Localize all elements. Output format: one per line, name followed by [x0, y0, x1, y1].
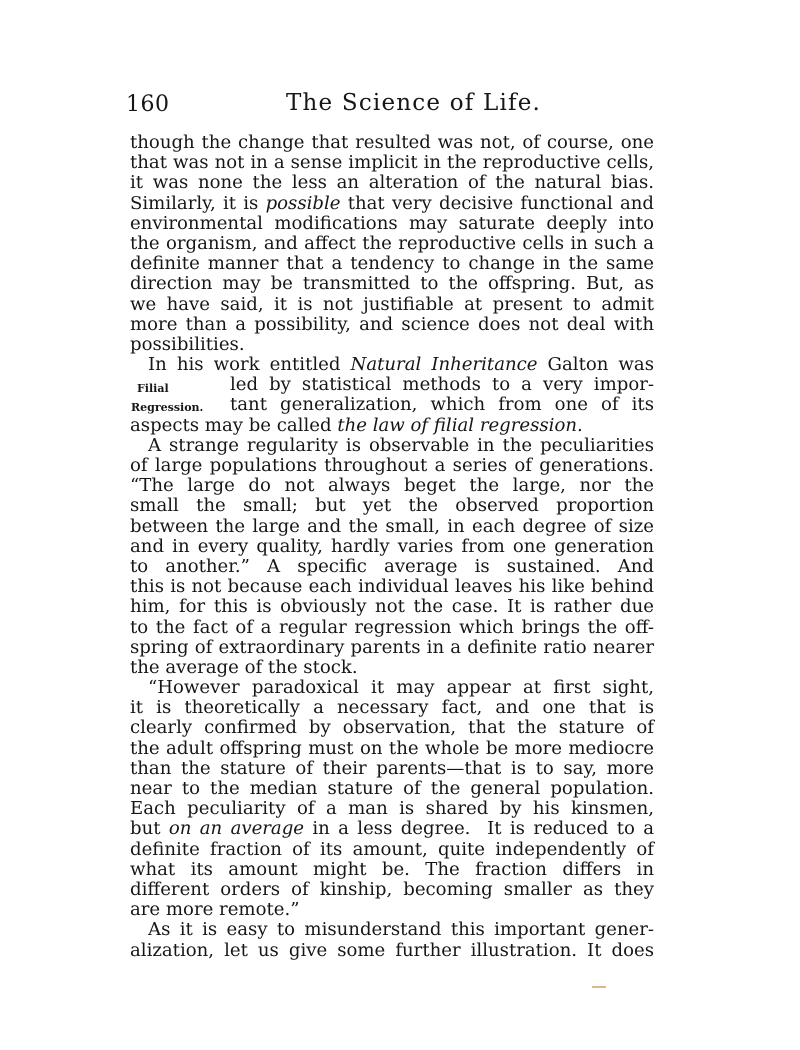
text-line: spring of extraordinary parents in a definite ratio nearer — [130, 636, 654, 658]
text-line: definite manner that a tendency to change in the same — [130, 253, 654, 275]
text-line: different orders of kinship, becoming smaller as they — [130, 878, 654, 900]
page-number: 160 — [126, 92, 170, 117]
text-line: alization, let us give some further illustration. It does — [130, 939, 654, 961]
text-line: near to the median stature of the general population. — [130, 778, 654, 799]
text-line: the adult offspring must on the whole be more mediocre — [130, 737, 654, 759]
body-text — [130, 133, 654, 961]
margin-note-line-2: Regression. — [131, 401, 204, 414]
text-line: it is theoretically a necessary fact, and one that is — [130, 697, 654, 719]
text-line — [130, 194, 654, 214]
text-line: As it is easy to misunderstand this important gener- — [148, 919, 654, 941]
text-line: what its amount might be. The fraction differs in — [130, 858, 654, 880]
text-line: than the stature of their parents—that is to say, more — [130, 757, 654, 779]
text-line: environmental modifications may saturate deeply into — [130, 212, 654, 234]
book-title-italic: Natural Inheritance — [350, 354, 538, 376]
text-line: we have said, it is not justifiable at present to admit — [130, 293, 654, 315]
text-line: Each peculiarity of a man is shared by his kinsmen, — [130, 798, 654, 820]
text-line: definite fraction of its amount, quite independently of — [130, 838, 654, 860]
text-fragment: aspects may be called — [130, 414, 338, 436]
text-line: clearly confirmed by observation, that the stature of — [130, 717, 654, 739]
text-fragment: Galton was — [537, 354, 654, 376]
running-head: The Science of Life. — [286, 90, 542, 116]
text-line: more than a possibility, and science does not deal with — [130, 313, 654, 335]
text-line: though the change that resulted was not, of course, one — [130, 132, 654, 153]
text-line: it was none the less an alteration of the natural bias. — [130, 172, 654, 194]
paper-speck — [592, 986, 606, 988]
text-line — [130, 416, 654, 436]
text-line: him, for this is obviously not the case. It is rather due — [130, 596, 654, 618]
text-line — [130, 355, 654, 375]
text-fragment: that very decisive functional and — [340, 192, 655, 214]
text-line: the organism, and affect the reproductive cells in such a — [130, 232, 654, 254]
text-line: led by statistical methods to a very impor- — [230, 374, 654, 396]
text-line: small the small; but yet the observed proportion — [130, 495, 654, 517]
text-line: to another.” A specific average is sustained. And — [130, 555, 654, 577]
text-fragment: but — [130, 818, 169, 840]
text-line: “The large do not always beget the large, nor the — [130, 475, 654, 497]
text-line: the average of the stock. — [130, 656, 358, 678]
text-line: this is not because each individual leaves his like behind — [130, 576, 654, 598]
text-line: direction may be transmitted to the offspring. But, as — [130, 273, 654, 295]
text-line: of large populations throughout a series of generations. — [130, 455, 654, 476]
text-line: and in every quality, hardly varies from one generation — [130, 535, 654, 557]
text-fragment: In his work entitled — [148, 354, 351, 376]
text-line: tant generalization, which from one of its — [230, 394, 654, 416]
text-fragment: Similarly, it is — [130, 192, 266, 214]
text-line: “However paradoxical it may appear at first sight, — [148, 677, 654, 699]
text-line — [130, 819, 654, 839]
text-line: between the large and the small, in each degree of size — [130, 515, 654, 537]
italic-emphasis: possible — [265, 192, 341, 214]
text-line: A strange regularity is observable in the peculiarities — [148, 434, 654, 456]
text-line: are more remote.” — [130, 899, 300, 921]
italic-emphasis: the law of filial regression. — [337, 414, 583, 436]
text-fragment: in a less degree. It is reduced to a — [304, 818, 654, 840]
margin-note-line-1: Filial — [137, 382, 169, 395]
italic-emphasis: on an average — [168, 818, 305, 840]
text-line: to the fact of a regular regression which brings the off- — [130, 616, 654, 638]
text-line: that was not in a sense implicit in the reproductive cells, — [130, 152, 654, 174]
text-line: possibilities. — [130, 333, 245, 355]
